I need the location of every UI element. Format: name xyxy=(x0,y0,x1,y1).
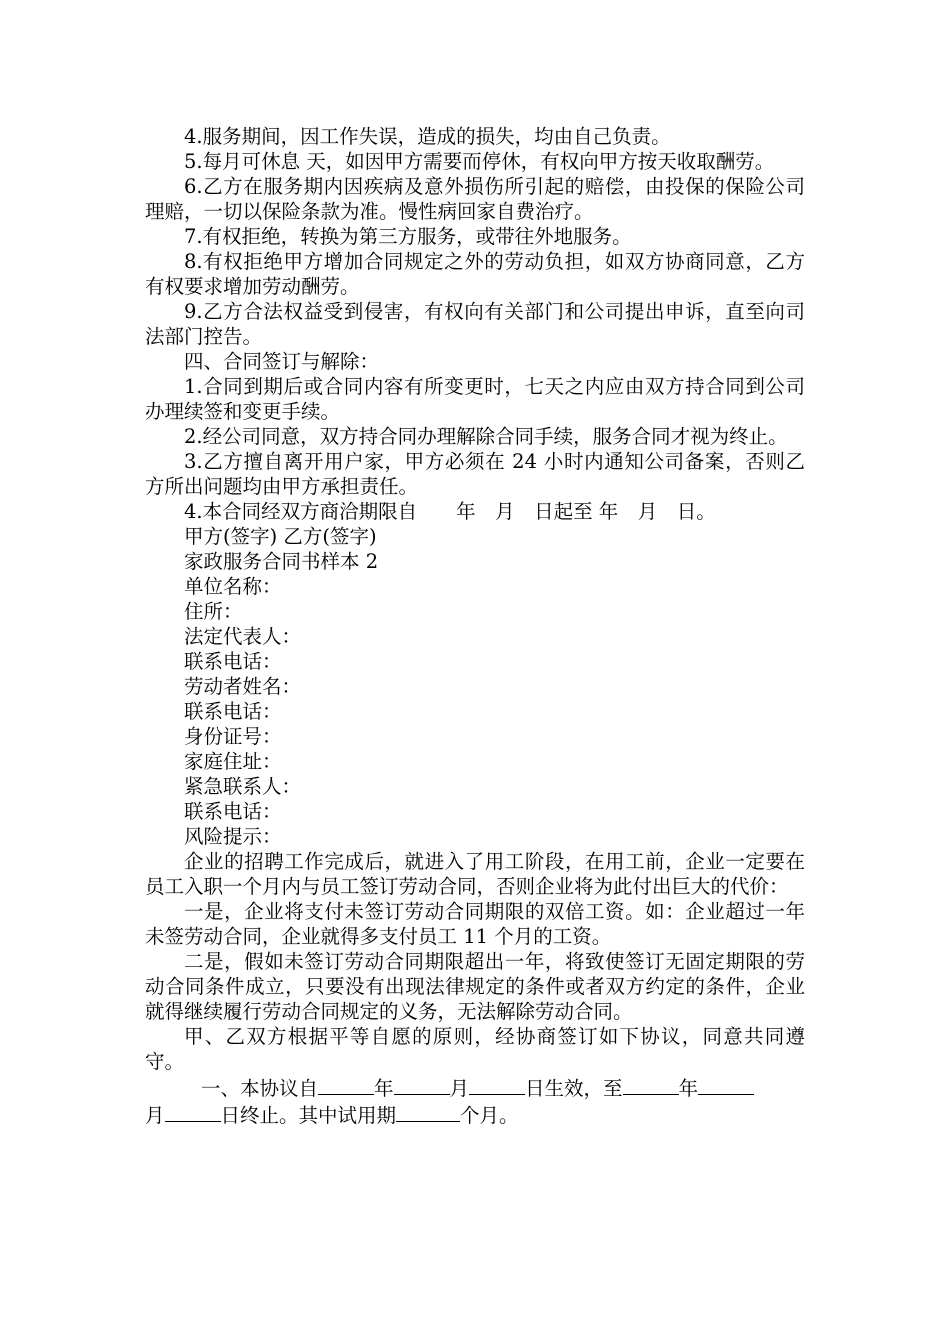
blank-end-month xyxy=(698,1074,754,1095)
blank-start-day xyxy=(469,1074,525,1095)
paragraph-agreement-intro: 甲、乙双方根据平等自愿的原则，经协商签订如下协议，同意共同遵守。 xyxy=(145,1025,805,1073)
paragraph-service-9: 9.乙方合法权益受到侵害，有权向有关部门和公司提出申诉，直至向司法部门控告。 xyxy=(145,300,805,348)
label-year-1: 年 xyxy=(374,1077,394,1100)
field-phone-3: 联系电话： xyxy=(184,800,282,823)
label-month-2: 月 xyxy=(145,1104,165,1127)
risk-heading: 风险提示： xyxy=(184,825,282,848)
label-day-effective: 日生效，至 xyxy=(525,1077,623,1100)
label-months-suffix: 个月。 xyxy=(460,1104,519,1127)
field-emergency-contact: 紧急联系人： xyxy=(184,775,302,798)
paragraph-service-8: 8.有权拒绝甲方增加合同规定之外的劳动负担，如双方协商同意，乙方有权要求增加劳动酬劳。 xyxy=(145,250,805,298)
paragraph-risk-2: 二是，假如未签订劳动合同期限超出一年，将致使签订无固定期限的劳动合同条件成立，只要没有出现法律规定的条件或者双方约定的条件，企业就得继续履行劳动合同规定的义务，无法解除劳动合同。 xyxy=(145,950,805,1023)
blank-start-year xyxy=(318,1074,374,1095)
blank-start-month xyxy=(394,1074,450,1095)
paragraph-service-7: 7.有权拒绝，转换为第三方服务，或带往外地服务。 xyxy=(184,225,632,248)
field-home-address: 家庭住址： xyxy=(184,750,282,773)
field-worker-name: 劳动者姓名： xyxy=(184,675,302,698)
blank-probation-months xyxy=(396,1101,460,1122)
paragraph-termination-3: 3.乙方擅自离开用户家，甲方必须在 24 小时内通知公司备案，否则乙方所出问题均由甲方承担责任。 xyxy=(145,450,805,498)
field-phone-1: 联系电话： xyxy=(184,650,282,673)
sample-title: 家政服务合同书样本 2 xyxy=(184,550,379,573)
field-legal-representative: 法定代表人： xyxy=(184,625,302,648)
paragraph-service-6: 6.乙方在服务期内因疾病及意外损伤所引起的赔偿，由投保的保险公司理赔，一切以保险条款为准。慢性病回家自费治疗。 xyxy=(145,175,805,223)
agreement-term-line-2 xyxy=(145,1101,805,1128)
field-phone-2: 联系电话： xyxy=(184,700,282,723)
paragraph-risk-intro: 企业的招聘工作完成后，就进入了用工阶段，在用工前，企业一定要在员工入职一个月内与员工签订劳动合同，否则企业将为此付出巨大的代价： xyxy=(145,850,805,898)
signature-line: 甲方(签字) 乙方(签字) xyxy=(184,525,377,548)
section-heading-4: 四、合同签订与解除： xyxy=(184,350,380,373)
document-page xyxy=(145,124,805,1128)
field-id-number: 身份证号： xyxy=(184,725,282,748)
agreement-prefix: 一、本协议自 xyxy=(201,1077,319,1100)
label-year-2: 年 xyxy=(678,1077,699,1100)
agreement-term-line-1 xyxy=(145,1074,805,1101)
paragraph-termination-4: 4.本合同经双方商洽期限自 年 月 日起至 年 月 日。 xyxy=(184,500,716,523)
paragraph-service-4: 4.服务期间，因工作失误，造成的损失，均由自己负责。 xyxy=(184,125,671,148)
field-unit-name: 单位名称： xyxy=(184,575,282,598)
paragraph-service-5: 5.每月可休息 天，如因甲方需要而停休，有权向甲方按天收取酬劳。 xyxy=(184,150,775,173)
label-month-1: 月 xyxy=(449,1077,470,1100)
paragraph-termination-2: 2.经公司同意，双方持合同办理解除合同手续，服务合同才视为终止。 xyxy=(184,425,788,448)
blank-end-day xyxy=(165,1101,221,1122)
paragraph-termination-1: 1.合同到期后或合同内容有所变更时，七天之内应由双方持合同到公司办理续签和变更手续。 xyxy=(145,375,805,423)
blank-end-year xyxy=(623,1074,679,1095)
field-address: 住所： xyxy=(184,600,243,623)
label-day-end: 日终止。其中试用期 xyxy=(220,1104,397,1127)
paragraph-risk-1: 一是，企业将支付未签订劳动合同期限的双倍工资。如：企业超过一年未签劳动合同，企业就得多支付员工 11 个月的工资。 xyxy=(145,900,805,948)
